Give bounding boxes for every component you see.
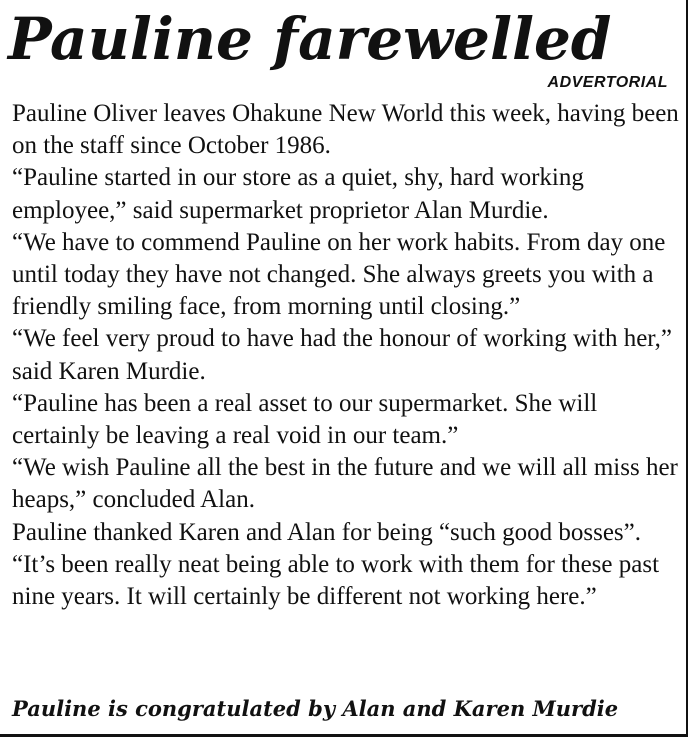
article-headline: Pauline farewelled (8, 5, 612, 73)
article-body (12, 98, 680, 613)
article-paragraph: “Pauline started in our store as a quiet, shy, hard working employee,” said supermarket proprietor Alan Murdie. (12, 164, 584, 224)
article-paragraph: “Pauline has been a real asset to our supermarket. She will certainly be leaving a real void in our team.” (12, 389, 598, 450)
article-paragraph: “We wish Pauline all the best in the future and we will all miss her heaps,” concluded Alan. (12, 454, 678, 514)
photo-caption: Pauline is congratulated by Alan and Karen Murdie (12, 696, 619, 721)
article-paragraph: Pauline Oliver leaves Ohakune New World this week, having been on the staff since October 1986. (12, 100, 679, 160)
article-paragraph: “We feel very proud to have had the honour of working with her,” said Karen Murdie. (12, 325, 672, 385)
advertorial-label: ADVERTORIAL (547, 74, 668, 91)
article-paragraph: “We have to commend Pauline on her work habits. From day one until today they have not changed. She always greets you with a friendly smiling face, from morning until closing.” (12, 228, 666, 321)
article-paragraph: Pauline thanked Karen and Alan for being “such good bosses”. (12, 518, 642, 546)
article-paragraph: “It’s been really neat being able to work with them for these past nine years. It will certainly be different not working here.” (12, 550, 660, 611)
